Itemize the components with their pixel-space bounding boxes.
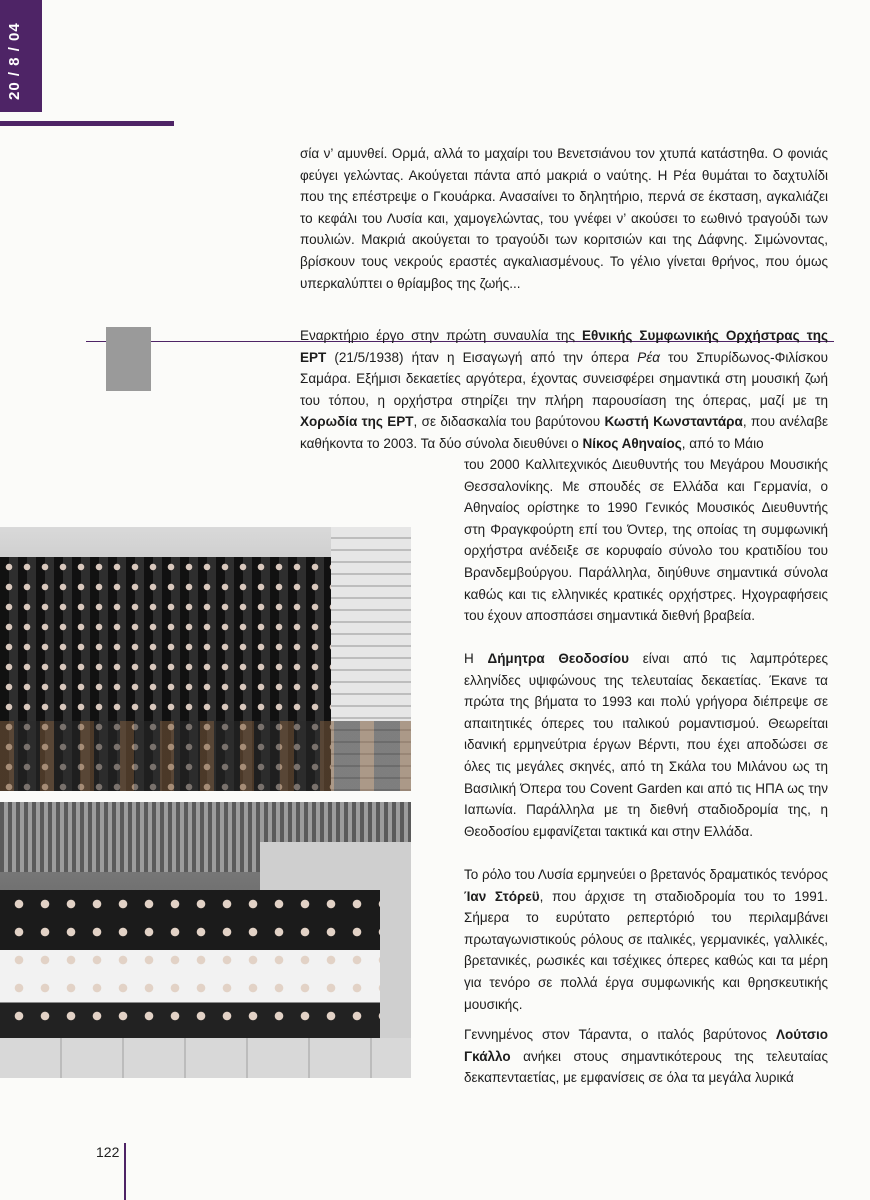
page-number: 122 [96, 1144, 120, 1160]
choir-photo [0, 802, 411, 1078]
orchestra-cellos [0, 721, 411, 791]
p4-text-b: , που άρχισε τη σταδιοδρομία του το 1991. Σήμερα το ευρύτατο ρεπερτόριό του περιλαμβάνει πρωταγωνιστικούς ρόλους σε ιταλικές, γερμανικές, γαλλικές, βρετανικές, ρωσικές και τσέχικες όπερες καθώς και τα μέρη για τενόρο σε πολλά έργα συμφωνικής και θρησκευτικής μουσικής. [464, 888, 828, 1012]
orchestra-name: Εθνικής Συμφωνικής Ορχήστρας της ΕΡΤ [300, 328, 828, 365]
choir-stage [0, 1038, 411, 1078]
tenor-name: Ίαν Στόρεϋ [464, 888, 540, 904]
p3-text-a: Η [464, 651, 488, 666]
opera-title: Ρέα [637, 349, 660, 365]
p1-text-b: (21/5/1938) ήταν η Εισαγωγή από την όπερα [326, 349, 638, 365]
paragraph-tenor [464, 864, 828, 1015]
p3-text-b: είναι από τις λαμπρότερες ελληνίδες υψιφώνους της τελευταίας δεκαετίας. Έκανε τα πρώτα της βήματα το 1993 και πολύ γρήγορα διέπρεψε σε απαιτητικές όπερες του ιταλικού ρομαντισμού. Θεωρείται ιδανική ερμηνεύτρια έργων Βέρντι, που έχει αποδώσει σε όλες τις μεγάλες σκηνές, από τη Σκάλα του Μιλάνου ως τη Βασιλική Όπερα του Covent Garden και από τις ΗΠΑ ως την Ιαπωνία. Παράλληλα με τη διεθνή σταδιοδρομία της, η Θεοδοσίου εμφανίζεται τακτικά και στην Ελλάδα. [464, 651, 828, 839]
section-marker [106, 327, 151, 391]
p5-text-a: Γεννημένος στον Τάραντα, ο ιταλός βαρύτονος [464, 1027, 776, 1042]
p5-text-b: ανήκει στους σημαντικότερους της τελευταίας δεκαπενταετίας, με εμφανίσεις σε όλα τα μεγάλα λυρικά [464, 1048, 828, 1086]
intro-text: σία ν’ αμυνθεί. Ορμά, αλλά το μαχαίρι του Βενετσιάνου τον χτυπά κατάστηθα. Ο φονιάς φεύγει γελώντας. Ακούγεται πάντα από μακριά ο ναύτης. Η Ρέα θυμάται το δαχτυλίδι που της επέστρεψε ο Γκουάρκα. Ανασαίνει το δηλητήριο, περνά σε έκσταση, αγκαλιάζει το κεφάλι του Λυσία και, χαμογελώντας, του γνέφει ν’ ακούσει το εωθινό τραγούδι των πουλιών. Μακριά ακούγεται το τραγούδι των κοριτσιών και της Δάφνης. Σιμώνοντας, βρίσκουν τους νεκρούς εραστές αγκαλιασμένους. Το γέλιο γίνεται θρήνος, που όμως υπερκαλύπτει ο θρίαμβος της ζωής... [300, 146, 828, 291]
p1-text-c: του Σπυρίδωνος-Φιλίσκου Σαμάρα. Εξήμισι δεκαετίες αργότερα, έχοντας συνεισφέρει σημαντικά στη μουσική ζωή του τόπου, η ορχήστρα στηρίζει την πλήρη παρουσίαση της όπερας, μαζί με τη [300, 349, 828, 408]
p1-text-d: , σε διδασκαλία του βαρύτονου [413, 414, 605, 430]
page-number-rule [124, 1143, 126, 1200]
paragraph-conductor [464, 454, 828, 627]
paragraph-orchestra [300, 325, 828, 455]
orchestra-photo [0, 527, 411, 791]
p1-text-a: Εναρκτήριο έργο στην πρώτη συναυλία της [300, 328, 583, 343]
date-tab [0, 0, 42, 112]
choir-singers [0, 890, 380, 1040]
choir-director-name: Κωστή Κωνσταντάρα [604, 414, 743, 430]
paragraph-baritone [464, 1024, 828, 1089]
p1-text-e: , που ανέλαβε καθήκοντα το 2003. Τα δύο σύνολα διευθύνει ο [300, 414, 829, 451]
conductor-name: Νίκος Αθηναίος [582, 435, 682, 451]
p2-text: του 2000 Καλλιτεχνικός Διευθυντής του Μεγάρου Μουσικής Θεσσαλονίκης. Με σπουδές σε Ελλάδα και Γερμανία, ο Αθηναίος ορίστηκε το 1990 Γενικός Μουσικός Διευθυντής στη Φραγκφούρτη επί του Όντερ, της οποίας τη συμφωνική ορχήστρα ανέδειξε σε κορυφαίο σύνολο του κρατιδίου του Βρανδεμβούργου. Παράλληλα, διηύθυνε σημαντικά σύνολα καθώς και τις ελληνικές κρατικές ορχήστρες. Ηχογραφήσεις του έχουν αποσπάσει σημαντικά διεθνή βραβεία. [464, 457, 828, 624]
p1-text-f: , από το Μάιο [681, 435, 764, 451]
header-rule [0, 121, 174, 126]
baritone-name: Λούτσιο Γκάλλο [464, 1027, 828, 1064]
p4-text-a: Το ρόλο του Λυσία ερμηνεύει ο βρετανός δραματικός τενόρος [464, 867, 828, 882]
date-label: 20 / 8 / 04 [6, 22, 23, 100]
soprano-name: Δήμητρα Θεοδοσίου [487, 651, 630, 666]
intro-paragraph [300, 143, 828, 294]
paragraph-soprano [464, 648, 828, 842]
choir-name: Χορωδία της ΕΡΤ [300, 414, 414, 430]
